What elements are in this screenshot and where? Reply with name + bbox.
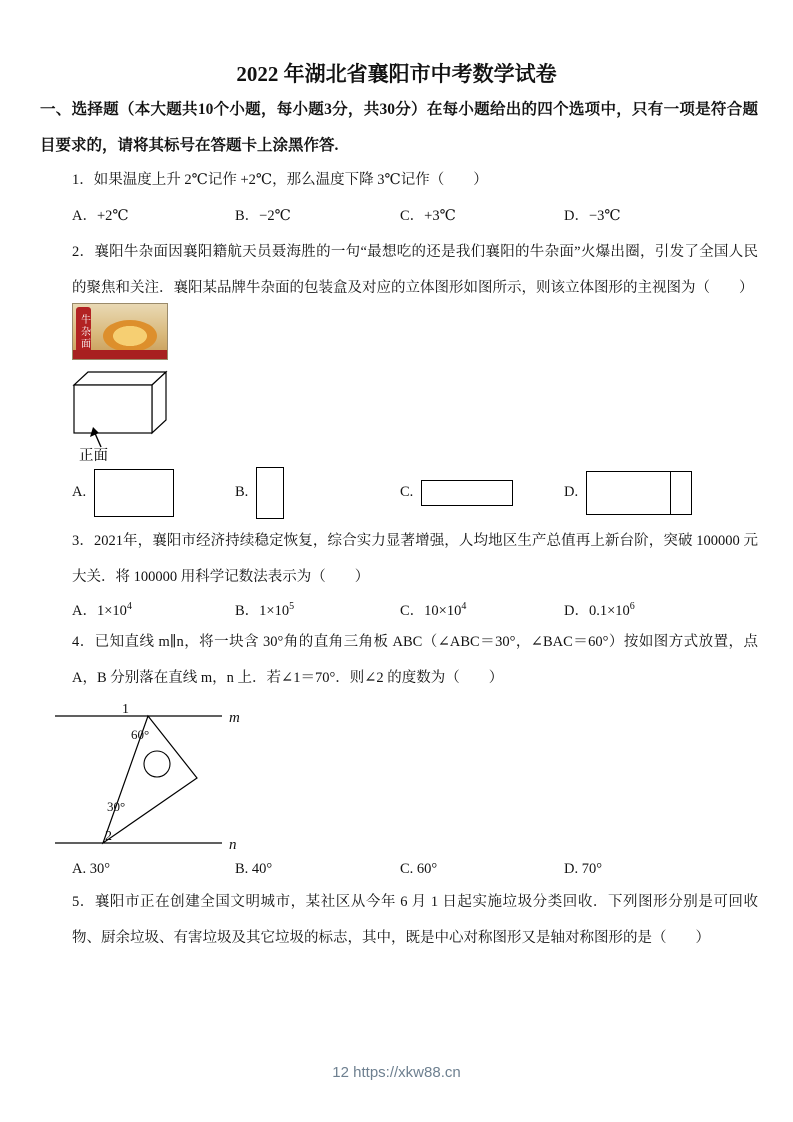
box-front-face xyxy=(74,385,152,433)
angle-2-label: 2 xyxy=(105,829,112,844)
parallel-lines-triangle-figure xyxy=(50,698,250,868)
q2-option-c-label: C. xyxy=(400,484,414,501)
line-n-label: n xyxy=(229,837,237,853)
page-title: 2022 年湖北省襄阳市中考数学试卷 xyxy=(236,62,557,86)
q4-option-c: C. 60° xyxy=(400,861,438,877)
q4-option-b: B. 40° xyxy=(235,861,273,877)
q4-option-a: A. 30° xyxy=(72,861,111,877)
footer-link[interactable]: 12 https://xkw88.cn xyxy=(332,1064,461,1081)
angle-60-label: 60° xyxy=(131,727,150,742)
q2-option-c-shape xyxy=(421,480,513,506)
q2-option-b xyxy=(235,467,400,519)
q3-option-b-label: B． xyxy=(235,602,260,619)
q2-option-d-shape xyxy=(586,471,692,515)
q1-option-b: B．−2℃ xyxy=(235,208,291,224)
q2-option-c xyxy=(400,475,564,511)
q3-option-a-exponent: 4 xyxy=(126,601,132,612)
q3-option-b-exponent: 5 xyxy=(289,601,295,612)
q3-option-a-label: A． xyxy=(72,602,97,619)
question-2-text: 2．襄阳牛杂面因襄阳籍航天员聂海胜的一句“最想吃的还是我们襄阳的牛杂面”火爆出圈，引发了全国人民的聚焦和关注．襄阳某品牌牛杂面的包装盒及对应的立体图形如图所示，则该立体图形的主视图为（ ） xyxy=(72,244,758,296)
q2-option-b-label: B. xyxy=(235,484,249,501)
q3-option-d-label: D． xyxy=(564,602,589,619)
q3-option-a-base: 1×10 xyxy=(96,602,127,619)
noodle-package-image xyxy=(72,303,168,360)
question-3-options xyxy=(72,589,778,629)
q2-option-a-label: A. xyxy=(72,484,87,501)
box-top-face xyxy=(74,372,166,385)
q3-option-c-label: C． xyxy=(400,602,425,619)
q1-option-a: A．+2℃ xyxy=(72,208,129,224)
q2-option-d xyxy=(564,471,778,515)
question-3-text: 3．2021年，襄阳市经济持续稳定恢复，综合实力显著增强，人均地区生产总值再上新台阶，突破 100000 元大关．将 100000 用科学记数法表示为（ ） xyxy=(72,533,758,585)
question-1-text: 1．如果温度上升 2℃记作 +2℃，那么温度下降 3℃记作（ ） xyxy=(72,172,488,188)
noodle-bowl-graphic xyxy=(103,320,157,352)
angle-30-label: 30° xyxy=(107,799,126,814)
line-m-label: m xyxy=(229,710,240,726)
q2-option-a xyxy=(72,469,235,517)
question-2-options xyxy=(72,463,778,523)
angle-1-label: 1 xyxy=(122,702,129,717)
front-face-label: 正面 xyxy=(79,448,108,463)
q1-option-d: D．−3℃ xyxy=(564,208,621,224)
q3-option-c-base: 10×10 xyxy=(424,602,462,619)
page-footer xyxy=(0,1064,793,1081)
box-3d-figure xyxy=(70,363,200,463)
q4-option-d: D. 70° xyxy=(564,861,603,877)
q3-option-a xyxy=(72,589,235,629)
q2-option-b-shape xyxy=(256,467,284,519)
q1-option-c: C．+3℃ xyxy=(400,208,456,224)
q3-option-b xyxy=(235,589,400,629)
package-band xyxy=(73,350,167,359)
triangle-hole xyxy=(144,751,170,777)
triangle xyxy=(103,716,197,843)
section-header: 一、选择题（本大题共10个小题，每小题3分，共30分）在每小题给出的四个选项中，只有一项是符合题目要求的，请将其标号在答题卡上涂黑作答. xyxy=(40,101,758,154)
q2-option-d-label: D. xyxy=(564,484,579,501)
question-1-options xyxy=(72,199,778,235)
q3-option-b-base: 1×10 xyxy=(259,602,290,619)
q3-option-c-exponent: 4 xyxy=(461,601,467,612)
q3-option-d xyxy=(564,589,778,629)
question-5-text: 5．襄阳市正在创建全国文明城市，某社区从今年 6 月 1 日起实施垃圾分类回收．下列图形分别是可回收物、厨余垃圾、有害垃圾及其它垃圾的标志，其中，既是中心对称图形又是轴对称图形的是（ ） xyxy=(72,894,758,946)
q2-option-d-divider xyxy=(670,472,671,514)
q3-option-d-exponent: 6 xyxy=(629,601,635,612)
package-label: 牛杂面 xyxy=(78,314,90,350)
q3-option-c xyxy=(400,589,564,629)
question-4-text: 4．已知直线 m∥n，将一块含 30°角的直角三角板 ABC（∠ABC＝30°，∠BAC＝60°）按如图方式放置，点 A，B 分别落在直线 m，n 上．若∠1＝70°．则∠2 的度数为（ ） xyxy=(72,634,758,686)
question-4-options xyxy=(72,852,778,888)
q3-option-d-base: 0.1×10 xyxy=(588,602,630,619)
q2-option-a-shape xyxy=(94,469,174,517)
